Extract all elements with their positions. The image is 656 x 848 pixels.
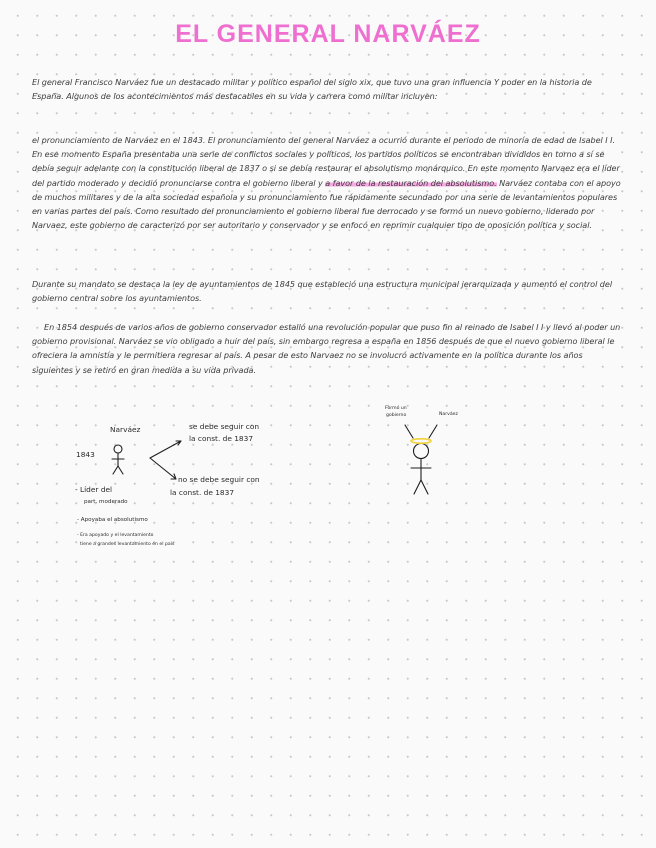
sketch-name-label: Narváez (110, 425, 141, 434)
ley-ayuntamientos-paragraph: Durante su mandato se destaca la ley de ayuntamientos de 1845 que estableció una estructura municipal jerarquizada y aumentó el control del gobierno central sobre los ayuntamientos. (32, 279, 613, 304)
halo (411, 439, 431, 443)
sketch-year-label: 1843 (76, 450, 95, 459)
paragraph-text-before: el pronunciamiento de Narváez en el 1843. El pronunciamiento del general Narváez a ocurrió durante el periodo de minoría de edad de Isabel I I. En ese momento España presentaba una serie de conflictos sociales y políticos, los partidos políticos se encontraban divididos en torno a sí se debía seguir adelante con la constitución liberal de 1837 o si se debía restaurar el absolutismo monárquico. En este momento Narvaez era el líder del partido moderado y decidió pronunciarse contra el gobierno liberal y (32, 135, 620, 188)
note-apoyado-line1: - Era apoyado y el levantamiento (77, 533, 154, 538)
note-lider-line1: - Líder del (75, 485, 113, 494)
label-formo-line2: gobierno (386, 413, 407, 418)
branch-top-line2: la const. de 1837 (189, 434, 254, 443)
branch-bottom-line2: la const. de 1837 (170, 488, 235, 497)
arrow-up (150, 441, 181, 458)
note-lider-line2: part. moderado (84, 499, 128, 505)
page-title: EL GENERAL NARVÁEZ (175, 20, 481, 48)
highlighted-text: a favor de la restauración del absolutismo. (325, 177, 497, 188)
branch-bottom-line1: no se debe seguir con (178, 475, 260, 484)
arrow-down (150, 458, 176, 479)
intro-paragraph: El general Francisco Narváez fue un destacado militar y político español del siglo xix, que tuvo una gran influencia Y poder en la historia de España. Algunos de los acontecimientos más destacables en su vida y carrera como militar incluyen: (32, 77, 592, 102)
note-absolutismo: - Apoyaba el absolutismo (77, 517, 148, 523)
branch-top-line1: se debe seguir con (189, 422, 260, 431)
stick-figure-narvaez (112, 445, 124, 474)
label-narvaez-right: Narváez (439, 412, 458, 417)
revolucion-paragraph: En 1854 después de varios años de gobierno conservador estalló una revolución popular que puso fin al reinado de Isabel I I y llevó al poder un gobierno provisional. Narváez se vio obligado a huir del país, sin embargo regresa a españa en 1856 después de que el nuevo gobierno liberal le ofreciera la amnistía y le permitiera regresar al país. A pesar de esto Narvaez no se involucró activamente en la política durante los años siguientes y se retiró en gran medida a su vida privada. (32, 322, 621, 375)
label-formo-line1: Formó un (385, 406, 407, 411)
paragraph-text-after: Narváez contaba con el apoyo de muchos militares y de la alta sociedad española y su pronunciamiento fue rápidamente secundado por una serie de levantamientos populares en varias partes del país. Como resultado del pronunciamiento el gobierno liberal fue derrocado y se formó un nuevo gobierno, liderado por Narvaez, este gobierno de caracterizó por ser autoritario y conservador y se enfocó en reprimir cualquier tipo de oposición política y social. (32, 177, 621, 231)
stick-figure-right (405, 425, 437, 494)
note-apoyado-line2: tiene a grandes levantamiento en el país (80, 542, 175, 547)
